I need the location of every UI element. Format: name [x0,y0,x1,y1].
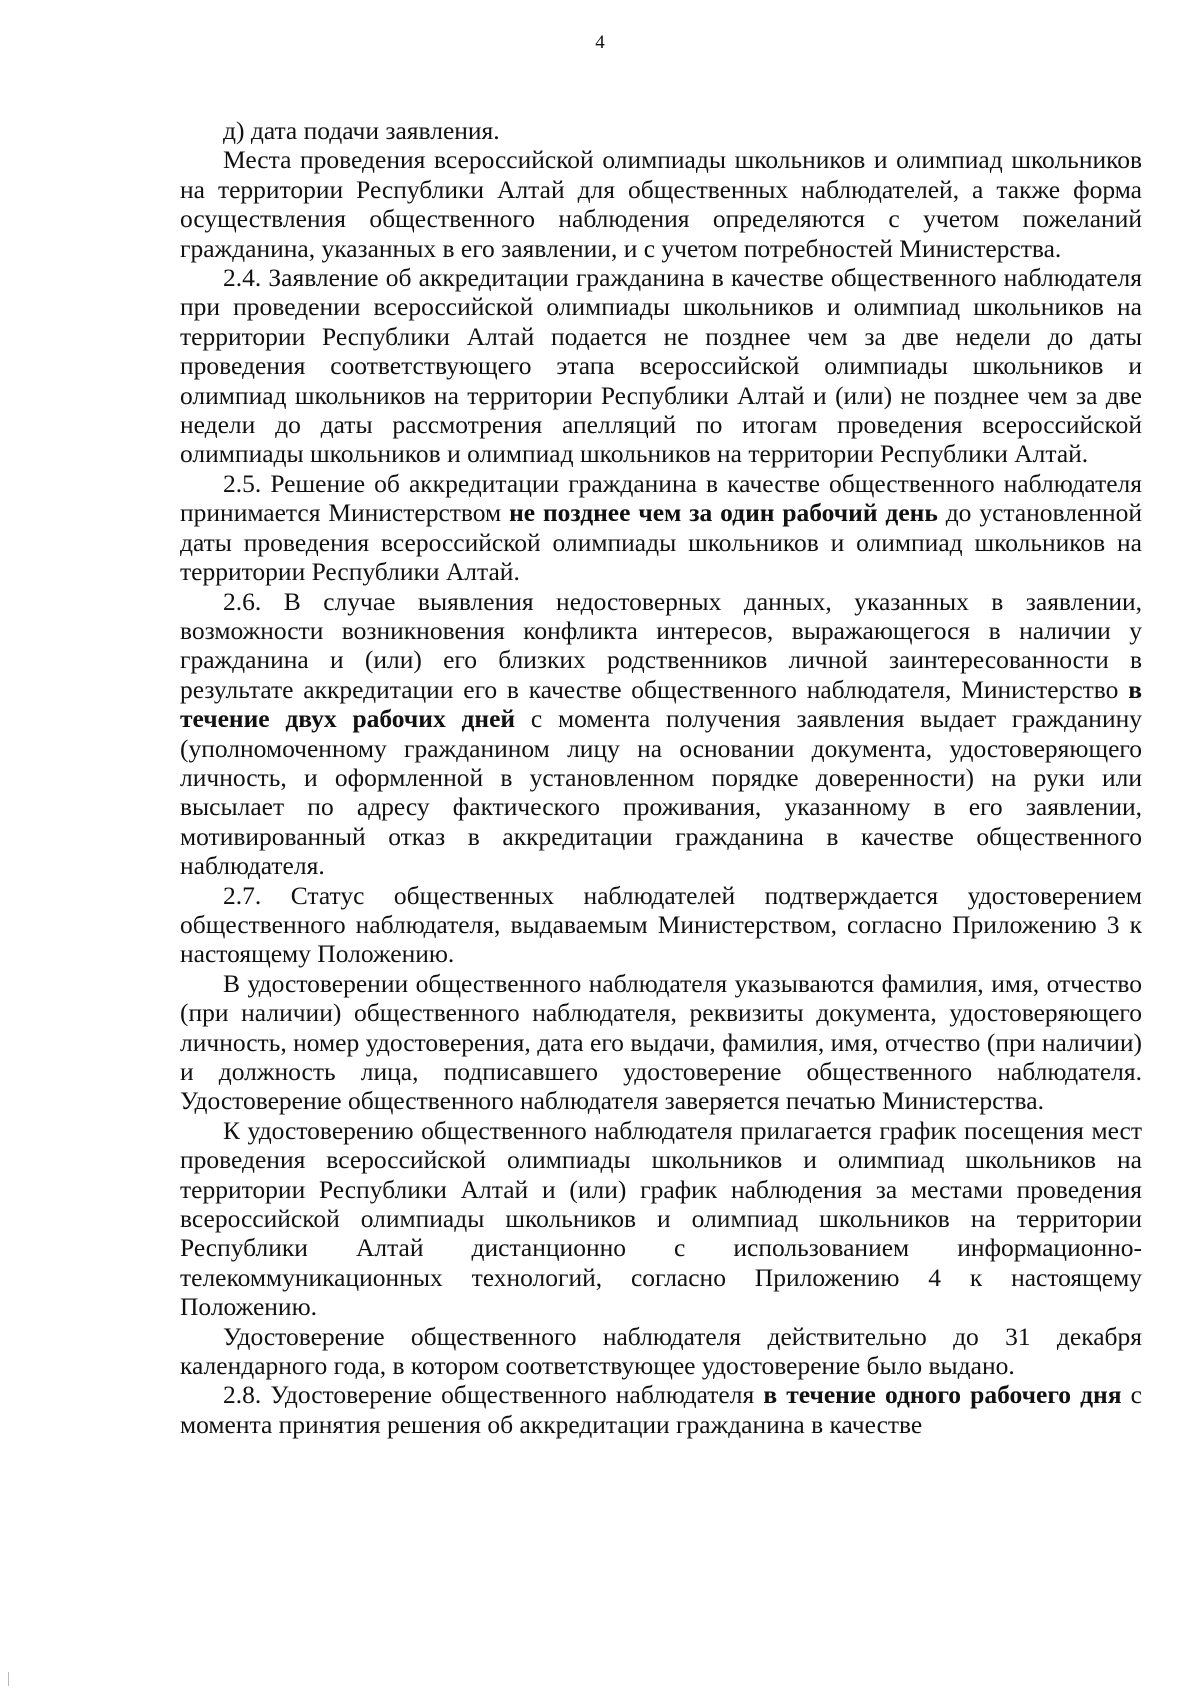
paragraph-clause-2-4 [180,263,1142,469]
paragraph-schedule [180,1116,1142,1322]
paragraph-text: К удостоверению общественного наблюдателя прилагается график посещения мест проведения всероссийской олимпиады школьников и олимпиад школьников на территории Республики Алтай и (или) график наблюдения за местами проведения всероссийской олимпиады школьников и олимпиад школьников на территории Республики Алтай дистанционно с использованием информационно-телекоммуникационных технологий, согласно Приложению 4 к настоящему Положению. [180,1115,1142,1322]
paragraph-text: 2.6. В случае выявления недостоверных данных, указанных в заявлении, возможности возникновения конфликта интересов, выражающегося в наличии у гражданина и (или) его близких родственников личной заинтересованности в результате аккредитации его в качестве общественного наблюдателя, Министерство [180,586,1142,704]
paragraph-text: 2.4. Заявление об аккредитации гражданина в качестве общественного наблюдателя при проведении всероссийской олимпиады школьников и олимпиад школьников на территории Республики Алтай подается не позднее чем за две недели до даты проведения соответствующего этапа всероссийской олимпиады школьников и олимпиад школьников на территории Республики Алтай и (или) не позднее чем за две недели до даты рассмотрения апелляций по итогам проведения всероссийской олимпиады школьников и олимпиад школьников на территории Республики Алтай. [180,263,1142,469]
scan-edge-mark [8,1672,9,1686]
paragraph-text: Места проведения всероссийской олимпиады школьников и олимпиад школьников на территории Республики Алтай для общественных наблюдателей, а также форма осуществления общественного наблюдения определяются с учетом пожеланий гражданина, указанных в его заявлении, и с учетом потребностей Министерства. [180,145,1142,263]
paragraph-text: с момента получения заявления выдает гражданину (уполномоченному гражданином лицу на основании документа, удостоверяющего личность, и оформленной в установленном порядке доверенности) на руки или высылает по адресу фактического проживания, указанному в его заявлении, мотивированный отказ в аккредитации гражданина в качестве общественного наблюдателя. [180,704,1142,881]
paragraph-text: 2.8. Удостоверение общественного наблюдателя [223,1380,764,1410]
bold-emphasis: в течение одного рабочего дня [763,1380,1122,1410]
paragraph-text: 2.5. Решение об аккредитации гражданина в качестве общественного наблюдателя принимается Министерством [180,468,1142,528]
document-body [180,116,1142,1439]
paragraph-text: с момента принятия решения об аккредитации гражданина в качестве [180,1380,1143,1439]
paragraph-text: д) дата подачи заявления. [223,116,500,145]
bold-emphasis: не позднее чем за один рабочий день [509,498,938,528]
paragraph-text: до установленной даты проведения всероссийской олимпиады школьников и олимпиад школьников на территории Республики Алтай. [180,498,1142,587]
paragraph-item-d [180,116,1142,145]
paragraph-clause-2-8 [180,1380,1142,1439]
paragraph-clause-2-5 [180,469,1142,587]
paragraph-clause-2-7 [180,881,1142,969]
bold-emphasis: в течение двух рабочих дней [180,674,1142,734]
paragraph-certificate-contents [180,969,1142,1116]
page-number: 4 [595,32,605,53]
paragraph-text: В удостоверении общественного наблюдателя указываются фамилия, имя, отчество (при наличии) общественного наблюдателя, реквизиты документа, удостоверяющего личность, номер удостоверения, дата его выдачи, фамилия, имя, отчество (при наличии) и должность лица, подписавшего удостоверение общественного наблюдателя. Удостоверение общественного наблюдателя заверяется печатью Министерства. [180,968,1142,1116]
paragraph-text: 2.7. Статус общественных наблюдателей подтверждается удостоверением общественного наблюдателя, выдаваемым Министерством, согласно Приложению 3 к настоящему Положению. [180,880,1142,969]
paragraph-text: Удостоверение общественного наблюдателя действительно до 31 декабря календарного года, в котором соответствующее удостоверение было выдано. [180,1321,1142,1381]
paragraph-places [180,145,1142,263]
paragraph-clause-2-6 [180,587,1142,881]
paragraph-validity [180,1322,1142,1381]
